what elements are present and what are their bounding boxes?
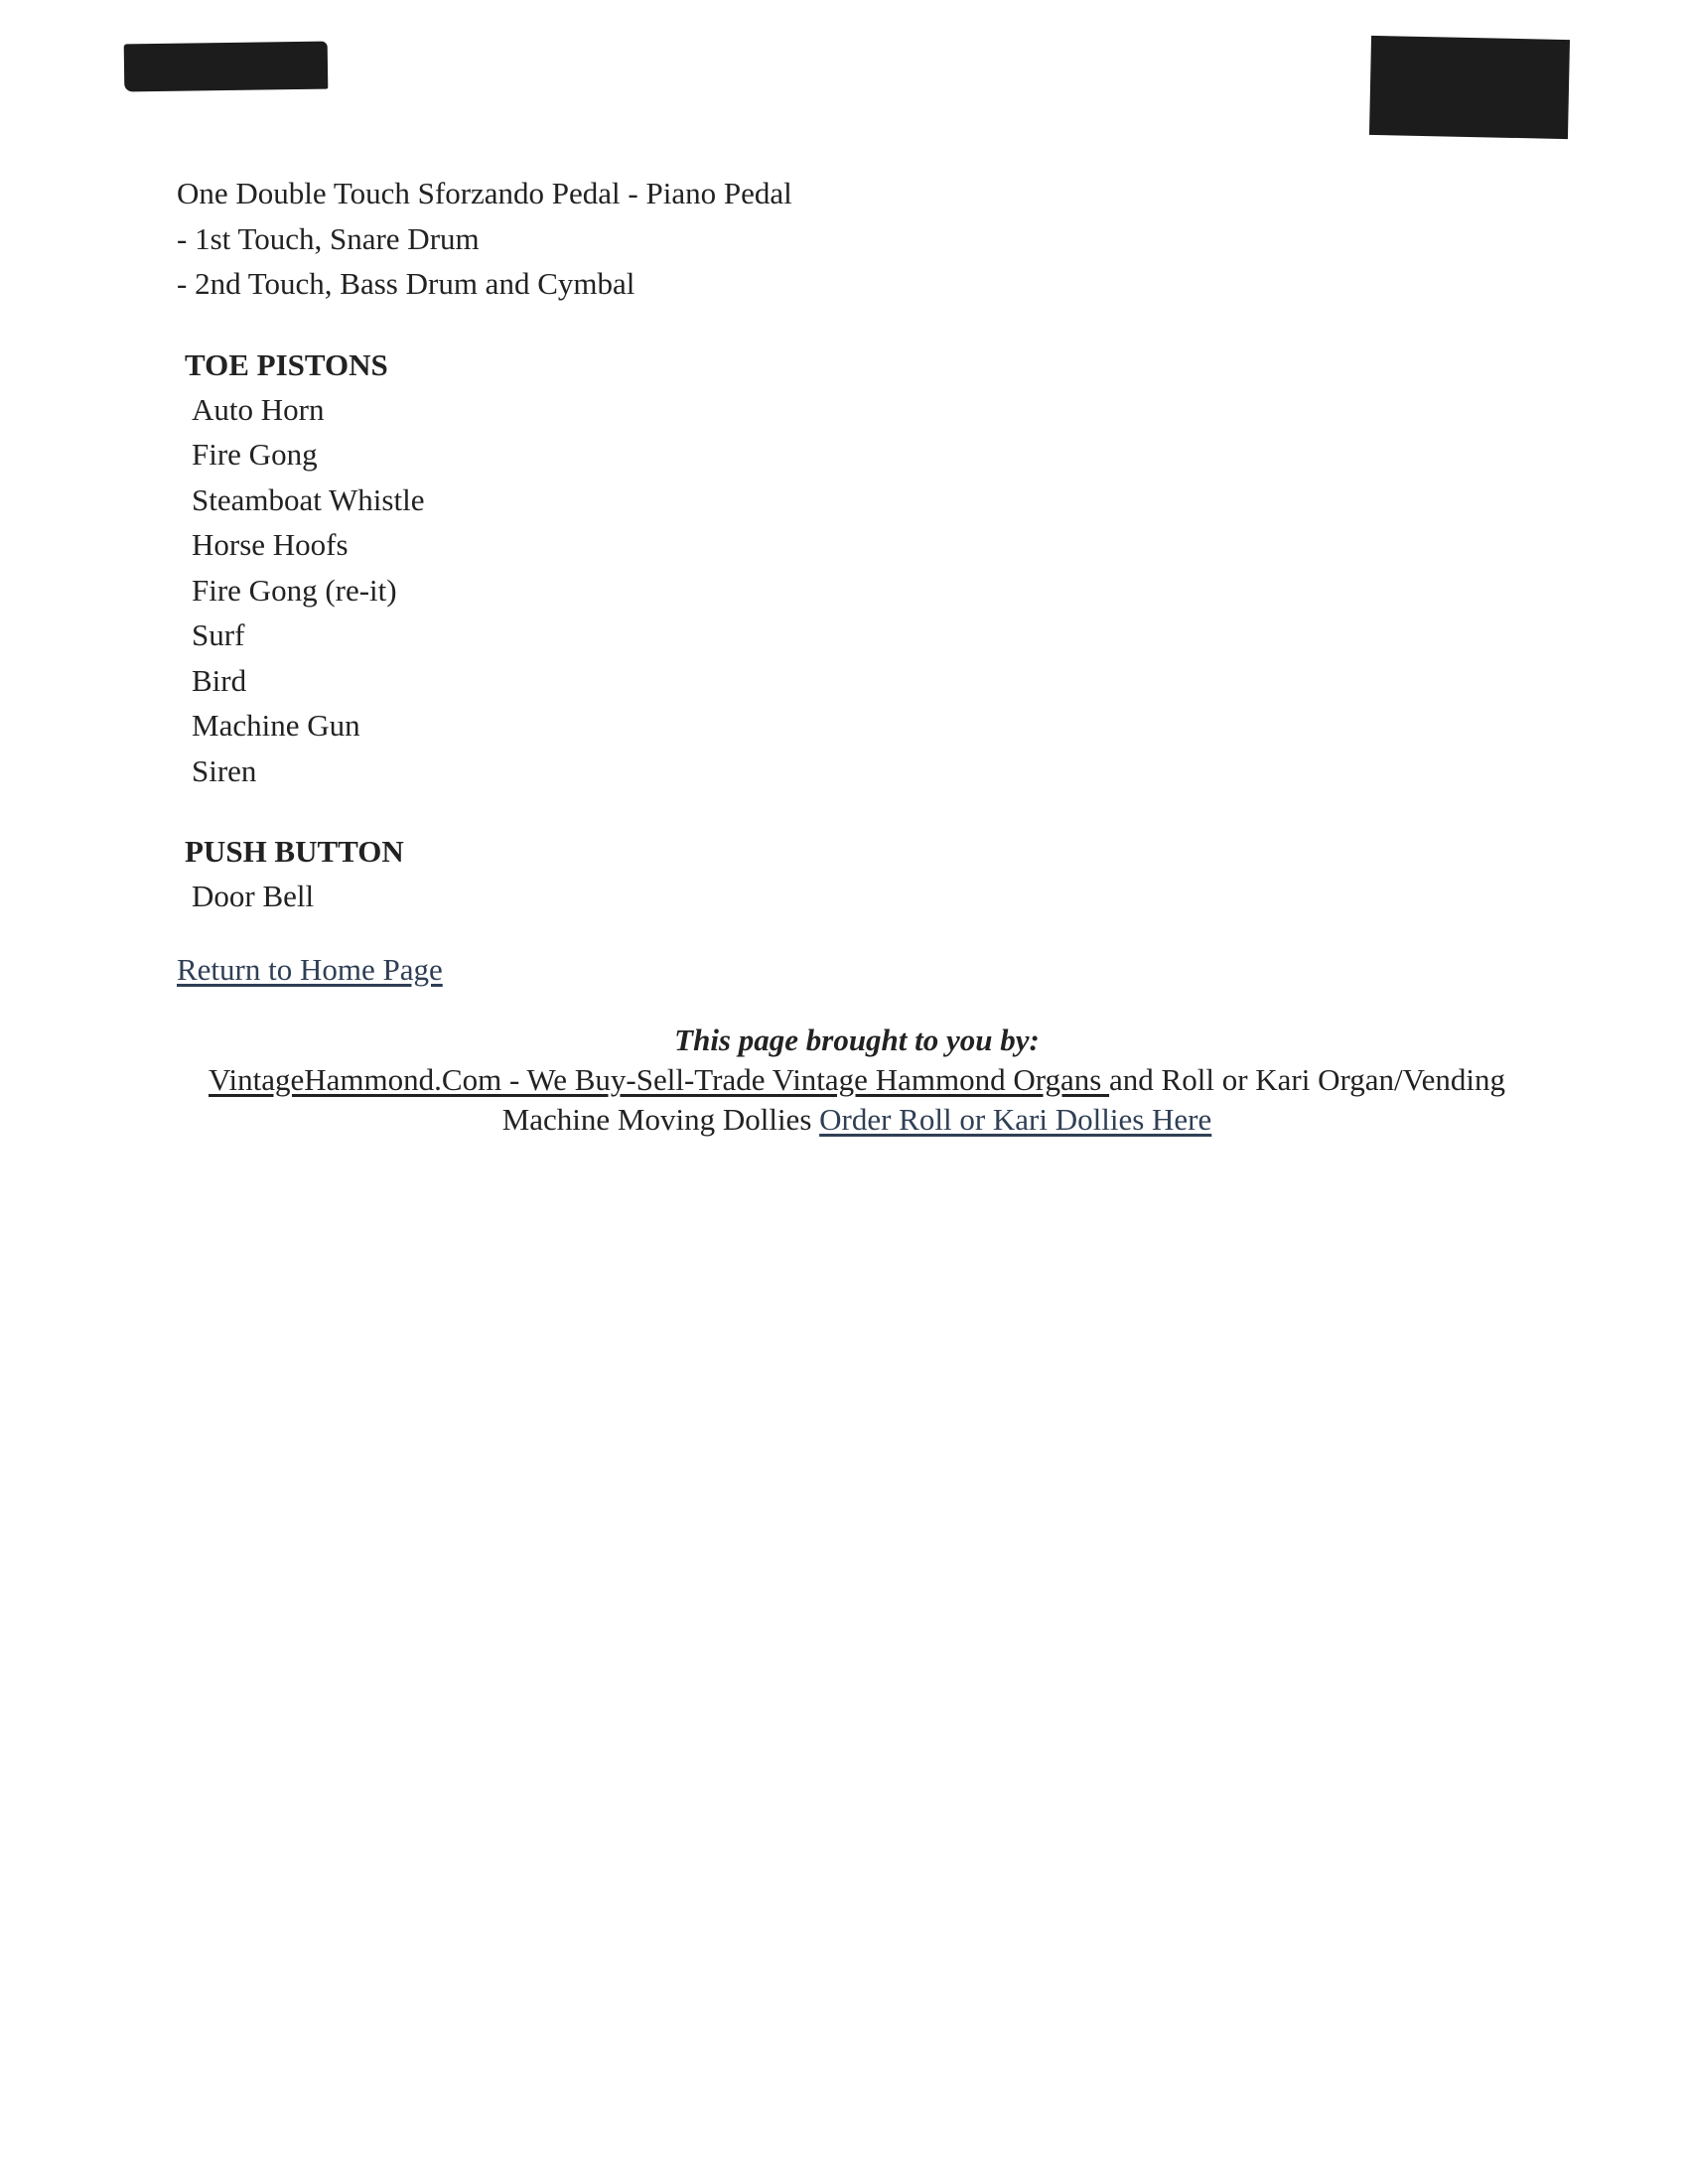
vintage-hammond-link[interactable]: VintageHammond.Com - We Buy-Sell-Trade Vintage Hammond Organs bbox=[209, 1062, 1110, 1097]
intro-line: - 2nd Touch, Bass Drum and Cymbal bbox=[177, 266, 635, 301]
list-item: Machine Gun bbox=[192, 708, 360, 743]
list-item: Fire Gong (re-it) bbox=[192, 572, 397, 608]
intro-line: - 1st Touch, Snare Drum bbox=[177, 220, 480, 256]
list-item: Door Bell bbox=[192, 879, 315, 913]
footer-title: This page brought to you by: bbox=[674, 1023, 1040, 1057]
document-body bbox=[177, 171, 1468, 992]
list-item: Auto Horn bbox=[192, 391, 325, 427]
list-item: Steamboat Whistle bbox=[192, 481, 425, 517]
footer-middle-text: and Roll or Kari Organ/Vending Machine Moving Dollies bbox=[501, 1062, 1505, 1137]
toe-pistons-heading: TOE PISTONS bbox=[185, 346, 388, 382]
push-button-heading: PUSH BUTTON bbox=[185, 834, 404, 869]
footer-credits bbox=[177, 1021, 1537, 1140]
list-item: Surf bbox=[192, 617, 245, 652]
list-item: Horse Hoofs bbox=[192, 527, 349, 562]
footer-text bbox=[177, 1060, 1537, 1140]
redaction-mark-left bbox=[124, 42, 329, 92]
list-item: Fire Gong bbox=[192, 437, 318, 472]
intro-block bbox=[177, 171, 1468, 307]
list-item: Bird bbox=[192, 662, 247, 698]
intro-line: One Double Touch Sforzando Pedal - Piano Pedal bbox=[177, 176, 792, 210]
order-dollies-link[interactable]: Order Roll or Kari Dollies Here bbox=[819, 1102, 1212, 1137]
toe-pistons-list bbox=[177, 387, 1468, 794]
list-item: Siren bbox=[192, 752, 257, 788]
return-home-link[interactable]: Return to Home Page bbox=[177, 951, 443, 987]
redaction-mark-right bbox=[1369, 36, 1570, 139]
push-button-list bbox=[177, 874, 1468, 919]
